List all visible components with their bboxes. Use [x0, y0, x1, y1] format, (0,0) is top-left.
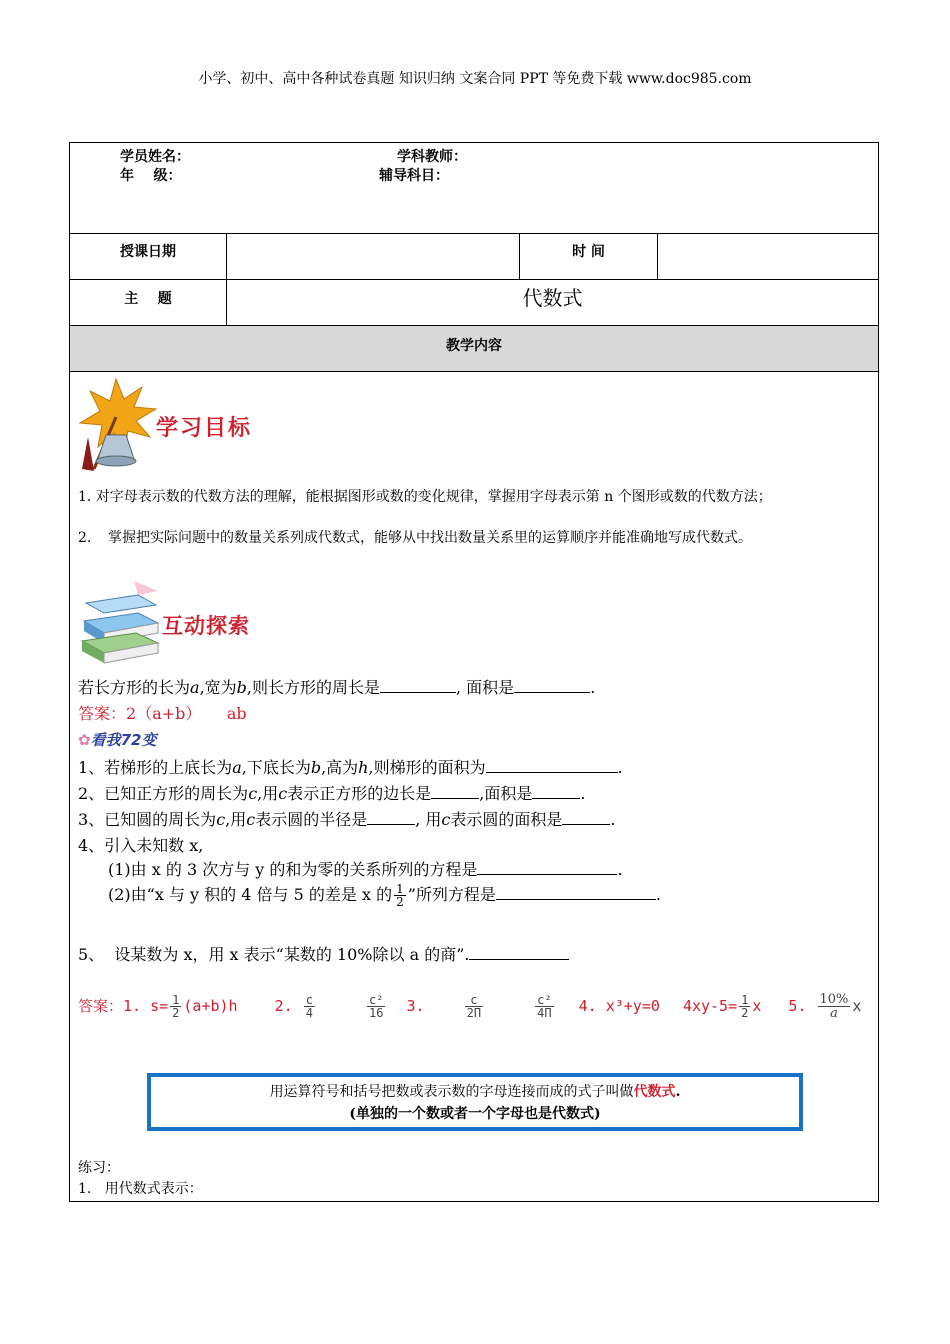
answer6-pre: 5.: [788, 997, 807, 1015]
answer1-post: (a+b)h: [183, 997, 238, 1015]
trapezoid-area-blank[interactable]: [486, 772, 618, 773]
explore-question: [78, 677, 595, 699]
vq1-var-h: h: [358, 758, 369, 777]
vq5-end: .: [464, 945, 470, 964]
practice-item-1: 1. 用代数式表示：: [78, 1181, 203, 1197]
books-icon: [78, 579, 162, 671]
variant-q2: [78, 783, 585, 805]
definition-keyword: 代数式: [633, 1084, 676, 1100]
goal-item-2-text: 掌握把实际问题中的数量关系列成代数式，能够从中找出数量关系里的运算顺序并能准确地写成代数式。: [108, 530, 752, 546]
answer6-num: 10%: [819, 992, 849, 1007]
maple-bell-icon: [76, 377, 160, 473]
vq1-var-a: a: [232, 758, 242, 777]
square-area-blank[interactable]: [532, 798, 580, 799]
vq4-2-text: (2)由“x 与 y 积的 4 倍与 5 的差是 x 的: [108, 885, 393, 904]
answer3-fraction-1: [465, 994, 483, 1019]
page-header: 小学、初中、高中各种试卷真题 知识归纳 文案合同 PPT 等免费下载 www.doc985.com: [198, 71, 752, 87]
answer2-fraction-1: [304, 994, 315, 1019]
answer6-den: a: [830, 1006, 838, 1021]
definition-line-2: (单独的一个数或者一个字母也是代数式): [349, 1106, 601, 1122]
answer2-f1-num: c: [305, 993, 313, 1007]
var-a: a: [190, 678, 200, 697]
answer4: 4. x³+y=0: [578, 997, 660, 1015]
explore-q-text-5: .: [590, 678, 596, 697]
answer1-num: 1: [172, 993, 180, 1007]
vq1-text-2: ,下底长为: [241, 758, 311, 777]
answer2-pre: 2.: [274, 997, 293, 1015]
schedule-row: [70, 234, 878, 280]
answer3-fraction-2: [535, 994, 553, 1019]
area-blank[interactable]: [514, 692, 590, 693]
variant-q4-1: [108, 859, 623, 881]
variant-q1: [78, 757, 623, 779]
equation-2-blank[interactable]: [496, 899, 656, 900]
date-label: 授课日期: [70, 234, 227, 279]
content-header: 教学内容: [446, 338, 502, 354]
circle-radius-blank[interactable]: [367, 824, 415, 825]
vq3-text-5: 表示圆的面积是: [450, 810, 563, 829]
time-value-cell[interactable]: [658, 234, 878, 279]
vq1-text-3: ,高为: [321, 758, 359, 777]
answer1-fraction: [170, 994, 181, 1019]
variant-title-text: 看我72变: [90, 731, 157, 749]
vq3-var-c-2: c: [246, 810, 256, 829]
vq4-2-end: .: [655, 885, 661, 904]
variant-answers: [78, 993, 861, 1020]
grade-label: 年 级：: [120, 168, 182, 184]
vq1-var-b: b: [310, 758, 322, 777]
answer6-post: x: [852, 997, 862, 1015]
learning-goals-title: 学习目标: [156, 416, 253, 441]
var-b: b: [236, 678, 247, 697]
explore-q-text-2: ,宽为: [199, 678, 237, 697]
topic-label: 主 题: [70, 280, 227, 325]
answer2-f2-den: 16: [369, 1006, 384, 1020]
definition-box: [147, 1073, 803, 1131]
answer6-fraction: [818, 993, 851, 1020]
vq4-2-text-2: ”所列方程是: [407, 885, 496, 904]
definition-line-1: [151, 1081, 799, 1103]
variant-q4-2: [108, 883, 661, 908]
goal-item-2-number: 2.: [78, 530, 92, 546]
answer-area: ab: [226, 704, 247, 723]
vq2-text-4: ,面积是: [479, 784, 533, 803]
vq2-text-2: ,用: [257, 784, 279, 803]
half-numerator: 1: [396, 882, 404, 896]
vq3-var-c: c: [216, 810, 226, 829]
variant-q3: [78, 809, 616, 831]
topic-row: [70, 280, 878, 326]
answer-perimeter: 2（a+b）: [126, 704, 202, 723]
content-header-row: [70, 326, 878, 372]
quotient-blank[interactable]: [469, 959, 569, 960]
answer3-f2-num: c²: [537, 993, 552, 1007]
explore-q-text-1: 若长方形的长为: [78, 678, 191, 697]
answer5-fraction: [739, 994, 750, 1019]
explore-q-text-3: ,则长方形的周长是: [246, 678, 380, 697]
answer5-num: 1: [741, 993, 749, 1007]
perimeter-blank[interactable]: [380, 692, 456, 693]
explore-answer: [78, 703, 247, 725]
vq3-text-3: 表示圆的半径是: [255, 810, 368, 829]
answer1-pre: 1. s=: [123, 997, 169, 1015]
answer3-pre: 3.: [406, 997, 425, 1015]
definition-end: .: [675, 1084, 681, 1100]
half-fraction: [394, 883, 406, 908]
vq2-text-5: .: [580, 784, 586, 803]
student-info-row: [70, 143, 878, 234]
vq3-text-4: , 用: [415, 810, 442, 829]
vq2-text-3: 表示正方形的边长是: [287, 784, 432, 803]
student-name-label: 学员姓名：: [120, 149, 190, 165]
definition-text: 用运算符号和括号把数或表示数的字母连接而成的式子叫做: [269, 1084, 634, 1100]
vq1-text-5: .: [617, 758, 623, 777]
answer5-post: x: [752, 997, 762, 1015]
vq3-var-c-3: c: [441, 810, 451, 829]
topic-value: 代数式: [522, 286, 583, 310]
vq2-text-1: 2、已知正方形的周长为: [78, 784, 249, 803]
vq4-1-end: .: [617, 860, 623, 879]
equation-1-blank[interactable]: [477, 874, 617, 875]
square-side-blank[interactable]: [431, 798, 479, 799]
time-label: 时 间: [520, 234, 658, 279]
answer2-f2-num: c²: [369, 993, 384, 1007]
explore-q-text-4: , 面积是: [456, 678, 515, 697]
practice-label: 练习：: [78, 1160, 120, 1176]
answers-label: 答案：: [78, 997, 124, 1015]
explore-title: 互动探索: [162, 614, 250, 638]
variant-q4: 4、引入未知数 x,: [78, 836, 204, 855]
vq1-text-1: 1、若梯形的上底长为: [78, 758, 233, 777]
vq3-text-2: ,用: [225, 810, 247, 829]
subject-label: 辅导科目：: [379, 168, 449, 184]
goal-item-1: 1. 对字母表示数的代数方法的理解，能根据图形或数的变化规律，掌握用字母表示第 n 个图形或数的代数方法；: [78, 489, 772, 505]
lesson-table: [69, 142, 879, 1202]
answer5-pre: 4xy-5=: [682, 997, 738, 1015]
vq5-text: 5、 设某数为 x，用 x 表示“某数的 10%除以 a 的商”: [78, 945, 465, 964]
vq3-text-6: .: [610, 810, 616, 829]
teacher-label: 学科教师：: [397, 149, 467, 165]
answer2-fraction-2: [367, 994, 385, 1019]
goal-item-2: [78, 528, 874, 549]
date-value-cell[interactable]: [227, 234, 520, 279]
circle-area-blank[interactable]: [562, 824, 610, 825]
answer3-f2-den: 4Π: [537, 1006, 552, 1020]
answer2-f1-den: 4: [305, 1006, 313, 1020]
vq4-1-text: (1)由 x 的 3 次方与 y 的和为零的关系所列的方程是: [108, 860, 478, 879]
answer1-den: 2: [172, 1006, 180, 1020]
vq3-text-1: 3、已知圆的周长为: [78, 810, 217, 829]
flower-icon: ✿: [78, 731, 91, 749]
variant-title: [78, 729, 156, 750]
answer3-f1-den: 2Π: [466, 1006, 482, 1020]
variant-q5: [78, 944, 569, 966]
answer-label: 答案：: [78, 704, 127, 723]
half-denominator: 2: [396, 895, 404, 909]
answer5-den: 2: [741, 1006, 749, 1020]
answer3-f1-num: c: [465, 994, 483, 1007]
vq2-var-c-2: c: [278, 784, 288, 803]
vq2-var-c: c: [248, 784, 258, 803]
vq1-text-4: ,则梯形的面积为: [368, 758, 486, 777]
